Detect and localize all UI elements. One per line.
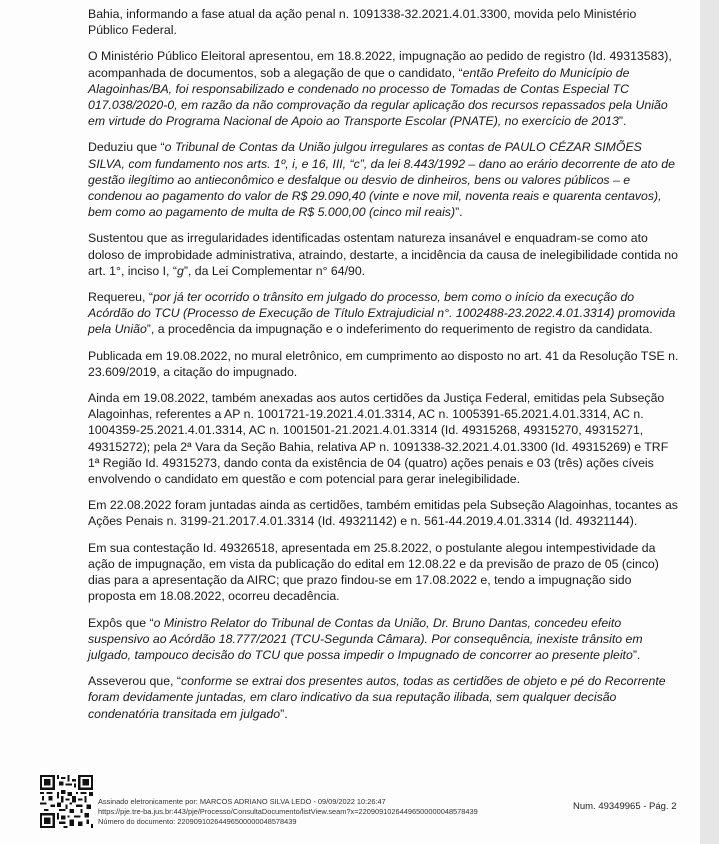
quoted-text: o Tribunal de Contas da União julgou irregulares as contas de PAULO CÉZAR SIMÕES SILVA, com fundamento nos arts. 1º, i, e 16, III, “c”, da lei 8.443/1992 – dano ao erário decorrente de ato de gestão ilegítimo ao antieconômico e desfalque ou desvio de dinheiros, bens ou valores públicos – e condenou ao pagamento do valor de R$ 29.090,40 (vinte e nove mil, noventa reais e quarenta centavos), bem como ao pagamento de multa de R$ 5.000,00 (cinco mil reais) <box>88 140 675 220</box>
signed-by: Assinado eletronicamente por: MARCOS ADRIANO SILVA LEDO - 09/09/2022 10:26:47 <box>98 797 386 806</box>
paragraph-2 <box>88 139 680 220</box>
text-segment: Sustentou que as irregularidades identificadas ostentam natureza insanável e enquadram-se como ato doloso de improbidade administrativa, atraindo, destarte, a incidência da causa de inelegibilidade contida no art. 1°, inciso I, “ <box>88 231 678 278</box>
document-number: Número do documento: 22090910264496500000048578439 <box>98 817 297 826</box>
paragraph-6: Ainda em 19.08.2022, também anexadas aos autos certidões da Justiça Federal, emitidas pela Subseção Alagoinhas, referentes a AP n. 1001721-19.2021.4.01.3314, AC n. 1005391-65.2021.4.01.3314, AC n. 1004359-25.2021.4.01.3314, AC n. 1001501-21.2021.4.01.3314 (Id. 49315268, 49315270, 49315271, 49315272); pela 2ª Vara da Seção Bahia, relativa AP n. 1091338-32.2021.4.01.3300 (Id. 49315269) e TRF 1ª Região Id. 49315273, dando conta da existência de 04 (quatro) ações penais e 03 (três) ações cíveis envolvendo o candidato em questão e com potencial para gerar inelegibilidade. <box>88 391 669 487</box>
page-number: Num. 49349965 - Pág. 2 <box>573 801 677 812</box>
text-segment: ”, a procedência da impugnação e o indeferimento do requerimento de registro da candidata. <box>146 322 653 337</box>
text-segment: ”. <box>618 114 627 129</box>
text-segment: Asseverou que, “ <box>88 674 181 689</box>
paragraph-10 <box>88 673 680 722</box>
viewer-margin <box>700 0 719 844</box>
qr-code-icon <box>40 775 93 828</box>
text-segment: Expôs que “ <box>88 615 154 630</box>
text-segment: ”. <box>455 205 463 220</box>
quoted-text: por já ter ocorrido o trânsito em julgado do processo, bem como o início da execução do Acórdão do TCU (Processo de Execução de Título Extrajudicial n°. 1002488-23.2022.4.01.3314) promovida pela União <box>88 290 676 337</box>
quoted-text: conforme se extrai dos presentes autos, todas as certidões de objeto e pé do Recorrente foram devidamente juntadas, em claro indicativo da sua reputação ilibada, sem qualquer decisão condenatória transitada em julgado <box>88 674 666 721</box>
text-segment: Deduziu que “ <box>88 140 165 155</box>
document-url[interactable]: https://pje.tre-ba.jus.br:443/pje/Processo/ConsultaDocumento/listView.seam?x=22090910264496500000048578439 <box>98 807 478 816</box>
paragraph-7: Em 22.08.2022 foram juntadas ainda as certidões, também emitidas pela Subseção Alagoinhas, tocantes as Ações Penais n. 3199-21.2017.4.01.3314 (Id. 49321142) e n. 561-44.2019.4.01.3314 (Id. 49321144). <box>88 498 678 529</box>
text-segment: ”, da Lei Complementar n° 64/90. <box>183 263 366 278</box>
paragraph-0: Bahia, informando a fase atual da ação penal n. 1091338-32.2021.4.01.3300, movida pelo Ministério Público Federal. <box>88 7 637 38</box>
document-footer <box>40 775 690 835</box>
text-segment: ”. <box>280 706 288 721</box>
text-segment: Requereu, “ <box>88 290 153 305</box>
paragraph-4 <box>88 289 680 338</box>
text-segment: ”. <box>632 647 641 662</box>
paragraph-9 <box>88 615 680 664</box>
quoted-text: o Ministro Relator do Tribunal de Contas da União, Dr. Bruno Dantas, concedeu efeito suspensivo ao Acórdão 18.777/2021 (TCU-Segunda Câmara). Por consequência, inexiste trânsito em julgado, tampouco decisão do TCU que possa impedir o Impugnado de concorrer ao presente pleito <box>88 615 643 662</box>
paragraph-3 <box>88 230 680 279</box>
paragraph-5: Publicada em 19.08.2022, no mural eletrônico, em cumprimento ao disposto no art. 41 da Resolução TSE n. 23.609/2019, a citação do impugnado. <box>88 348 679 379</box>
paragraph-1 <box>88 48 680 129</box>
text-segment: O Ministério Público Eleitoral apresentou, em 18.8.2022, impugnação ao pedido de registro (Id. 49313583), acompanhada de documentos, sob a alegação de que o candidato, “ <box>88 49 672 80</box>
quoted-text: g <box>176 263 184 278</box>
document-body <box>88 6 680 732</box>
paragraph-8: Em sua contestação Id. 49326518, apresentada em 25.8.2022, o postulante alegou intempestividade da ação de impugnação, em vista da publicação do edital em 12.08.22 e da previsão de prazo de 05 (cinco) dias para a apresentação da AIRC; que prazo findou-se em 17.08.2022 e, tendo a impugnação sido proposta em 18.08.2022, ocorreu decadência. <box>88 540 659 604</box>
signature-info <box>98 797 478 827</box>
quoted-text: então Prefeito do Município de Alagoinhas/BA, foi responsabilizado e condenado no processo de Tomadas de Contas Especial TC 017.038/2020-0, em razão da não comprovação da regular aplicação dos recursos repassados pela União em virtude do Programa Nacional de Apoio ao Transporte Escolar (PNATE), no exercício de 2013 <box>88 65 668 129</box>
